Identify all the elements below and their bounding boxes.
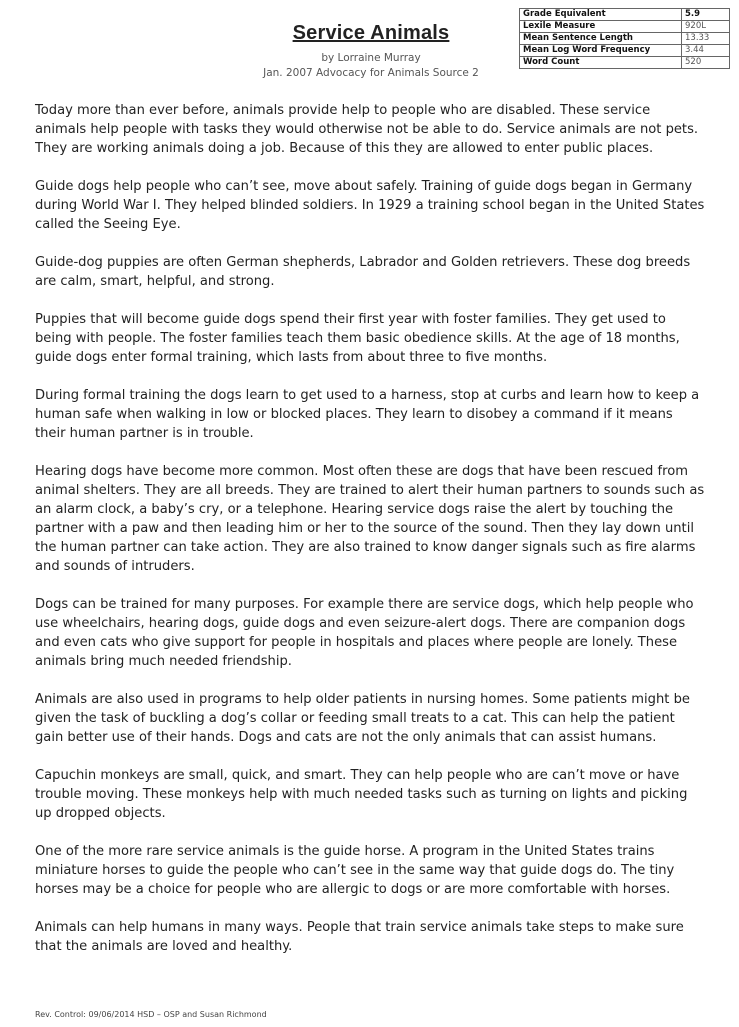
paragraph-guide-dog-breeds: Guide-dog puppies are often German shepherds, Labrador and Golden retrievers. These dog breeds are calm, smart, helpful, and strong. [35, 255, 691, 289]
stats-row [520, 45, 730, 57]
paragraph-conclusion: Animals can help humans in many ways. People that train service animals take steps to make sure that the animals are loved and healthy. [35, 920, 684, 954]
paragraph-formal-training: During formal training the dogs learn to get used to a harness, stop at curbs and learn how to keep a human safe when walking in low or blocked places. They learn to disobey a command if it means their human partner is in trouble. [35, 388, 700, 441]
source-line: Jan. 2007 Advocacy for Animals Source 2 [263, 67, 479, 79]
paragraph-nursing-homes: Animals are also used in programs to help older patients in nursing homes. Some patients might be given the task of buckling a dog’s collar or feeding small treats to a cat. This can help the patient gain better use of their hands. Dogs and cats are not the only animals that can assist humans. [35, 692, 690, 745]
stats-value: 920L [682, 21, 730, 33]
document-header [240, 22, 502, 81]
stats-label: Lexile Measure [520, 21, 682, 33]
article-body [35, 101, 705, 975]
paragraph-capuchin-monkeys: Capuchin monkeys are small, quick, and smart. They can help people who are can’t move or have trouble moving. These monkeys help with much needed tasks such as turning on lights and picking up dropped objects. [35, 768, 688, 821]
stats-value: 520 [682, 57, 730, 69]
stats-row [520, 33, 730, 45]
author-byline: by Lorraine Murray [321, 52, 421, 64]
stats-label: Grade Equivalent [520, 9, 682, 21]
paragraph-puppies: Puppies that will become guide dogs spend their first year with foster families. They get used to being with people. The foster families teach them basic obedience skills. At the age of 18 months, guide dogs enter formal training, which lasts from about three to five months. [35, 312, 680, 365]
stats-label: Word Count [520, 57, 682, 69]
stats-row [520, 9, 730, 21]
document-title: Service Animals [292, 22, 450, 44]
paragraph-guide-horse: One of the more rare service animals is the guide horse. A program in the United States trains miniature horses to guide the people who can’t see in the same way that guide dogs do. The tiny horses may be a choice for people who are allergic to dogs or are more comfortable with horses. [35, 844, 675, 897]
paragraph-guide-dogs: Guide dogs help people who can’t see, move about safely. Training of guide dogs began in Germany during World War I. They helped blinded soldiers. In 1929 a training school began in the United States called the Seeing Eye. [35, 179, 705, 232]
paragraph-dog-purposes: Dogs can be trained for many purposes. For example there are service dogs, which help people who use wheelchairs, hearing dogs, guide dogs and even seizure-alert dogs. There are companion dogs and even cats who give support for people in hospitals and places where people are lonely. These animals bring much needed friendship. [35, 597, 694, 669]
stats-row [520, 21, 730, 33]
stats-row [520, 57, 730, 69]
revision-footer: Rev. Control: 09/06/2014 HSD – OSP and Susan Richmond [35, 1010, 267, 1019]
stats-value: 13.33 [682, 33, 730, 45]
stats-value: 5.9 [682, 9, 730, 21]
stats-label: Mean Log Word Frequency [520, 45, 682, 57]
stats-value: 3.44 [682, 45, 730, 57]
readability-stats-table [519, 8, 730, 69]
stats-label: Mean Sentence Length [520, 33, 682, 45]
paragraph-hearing-dogs: Hearing dogs have become more common. Most often these are dogs that have been rescued from animal shelters. They are all breeds. They are trained to alert their human partners to sounds such as an alarm clock, a baby’s cry, or a telephone. Hearing service dogs raise the alert by touching the partner with a paw and then leading him or her to the source of the sound. Then they lay down until the human partner can take action. They are also trained to know danger signals such as fire alarms and sounds of intruders. [35, 464, 705, 574]
paragraph-intro: Today more than ever before, animals provide help to people who are disabled. These service animals help people with tasks they would otherwise not be able to do. Service animals are not pets. They are working animals doing a job. Because of this they are allowed to enter public places. [35, 103, 699, 156]
